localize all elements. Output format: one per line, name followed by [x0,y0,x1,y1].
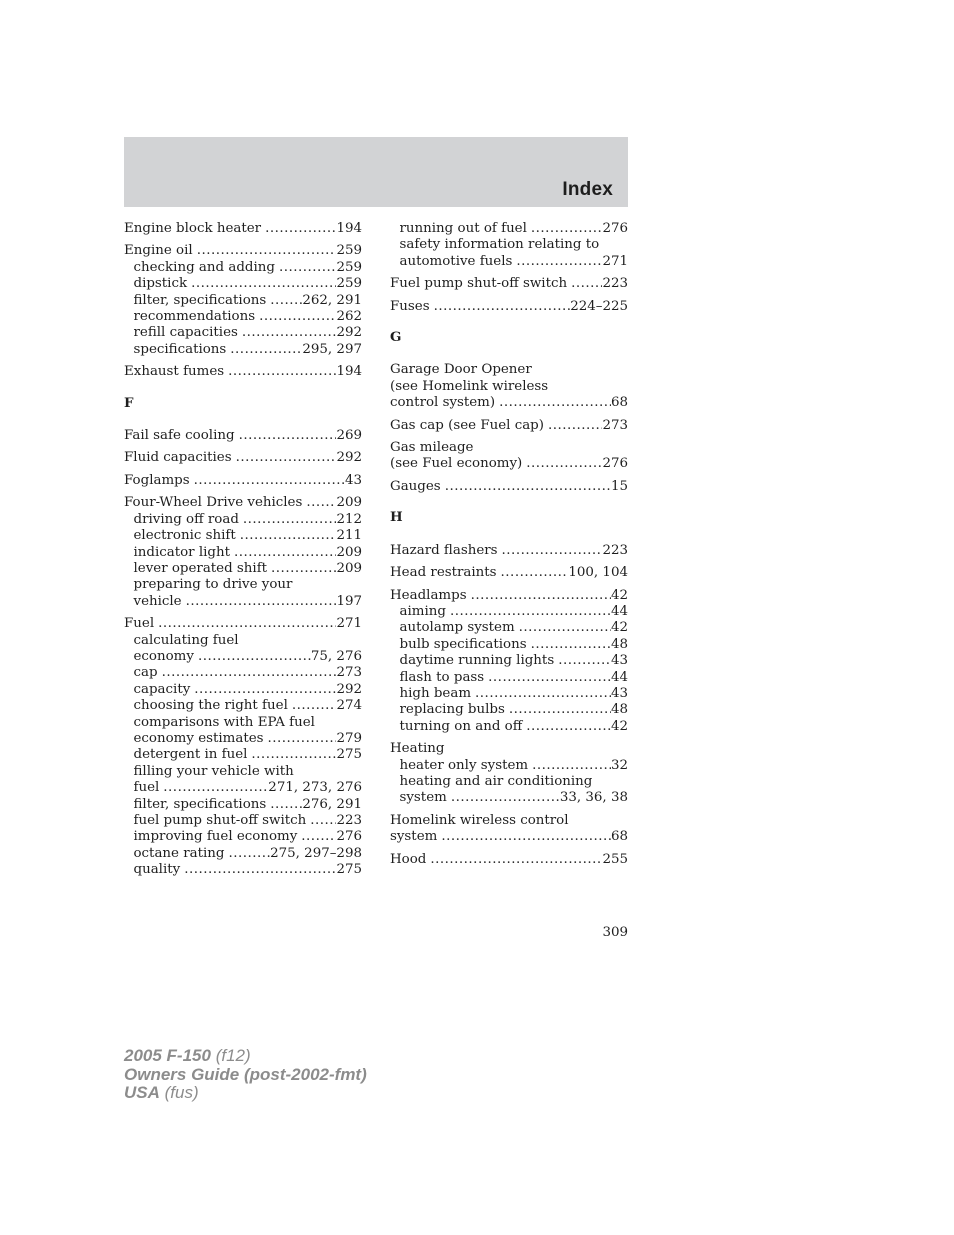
entry-page-ref: 42 [610,718,628,734]
index-entry-line [390,852,628,868]
entry-term: capacity [133,681,191,697]
index-subentry-line [124,528,362,544]
entry-term: Engine oil [124,243,193,259]
dot-leader [194,649,311,665]
dot-leader [567,276,602,292]
entry-term: Hazard flashers [390,542,498,558]
section-letter: G [390,329,402,346]
dot-leader [437,829,611,845]
dot-leader [522,456,602,472]
dot-leader [467,588,611,604]
index-subentry-line [390,620,628,636]
entry-term: electronic shift [133,528,236,544]
entry-term: Four-Wheel Drive vehicles [124,495,303,511]
index-subentry-line [124,649,362,665]
dot-leader [527,221,603,237]
entry-page-ref: 42 [610,587,628,603]
dot-leader [515,620,611,636]
footer-market: USA [124,1083,160,1102]
entry-term: indicator light [133,544,230,560]
dot-leader [154,616,336,632]
entry-term: autolamp system [399,620,515,636]
entry-term: control system) [390,395,496,411]
entry-term: preparing to drive your [133,577,293,593]
index-entry-line [124,364,362,380]
dot-leader [232,450,337,466]
entry-page-ref: 43 [610,653,628,669]
dot-leader [306,813,336,829]
index-entry [124,495,362,610]
entry-page-ref: 197 [336,593,362,609]
index-subentry-line [124,846,362,862]
dot-leader [522,719,611,735]
entry-page-ref: 269 [336,428,362,444]
index-entry [124,364,362,380]
entry-page-ref: 275, 297–298 [270,845,362,861]
index-entry [124,243,362,358]
index-subentry-line [124,512,362,528]
index-subentry-line [390,254,628,270]
dot-leader [441,479,611,495]
entry-term: Head restraints [390,565,497,581]
entry-term: Exhaust fumes [124,364,225,380]
entry-term: automotive fuels [399,253,513,269]
entry-page-ref: 275 [336,862,362,878]
entry-term: specifications [133,341,227,357]
index-entry-line [390,299,628,315]
dot-leader [297,829,336,845]
index-subentry-line [390,604,628,620]
index-entry-line [390,543,628,559]
entry-page-ref: 292 [336,450,362,466]
dot-leader [264,731,337,747]
entry-term: filter, specifications [133,796,267,812]
entry-term: improving fuel economy [133,829,298,845]
index-entry-line [390,456,628,472]
entry-term: high beam [399,685,472,701]
dot-leader [230,545,336,561]
entry-term: safety information relating to [399,237,600,253]
dot-leader [255,309,336,325]
entry-page-ref: 223 [602,542,628,558]
dot-leader [182,594,337,610]
index-entry [390,440,628,473]
entry-page-ref: 75, 276 [310,648,362,664]
dot-leader [528,758,611,774]
index-entry-line [124,450,362,466]
index-subentry-line [124,829,362,845]
entry-term: (see Homelink wireless [390,378,549,394]
index-entry-line [390,379,628,395]
index-entry-line [124,428,362,444]
entry-page-ref: 68 [610,395,628,411]
entry-term: Foglamps [124,472,190,488]
entry-term: system [390,829,438,845]
dot-leader [239,512,337,528]
index-subentry-line [390,637,628,653]
entry-term: Engine block heater [124,221,262,236]
index-entry-line [390,829,628,845]
entry-page-ref: 262 [336,309,362,325]
entry-page-ref: 42 [610,620,628,636]
entry-page-ref: 209 [336,495,362,511]
index-entry-line [124,495,362,511]
entry-page-ref: 259 [336,276,362,292]
dot-leader [446,604,611,620]
entry-page-ref: 194 [336,221,362,236]
entry-term: quality [133,862,181,878]
header-band [124,137,628,207]
index-subentry-line [390,758,628,774]
entry-page-ref: 276 [336,829,362,845]
section-letter: H [390,509,403,526]
index-subentry-line [124,309,362,325]
index-column-left [124,221,362,885]
index-subentry-line [124,594,362,610]
entry-term: (see Fuel economy) [390,456,523,472]
footer-line-2 [124,1066,367,1085]
entry-page-ref: 223 [602,276,628,292]
entry-term: turning on and off [399,718,523,734]
entry-term: Heating [390,741,445,757]
entry-term: replacing bulbs [399,702,505,718]
index-subentry-line [124,260,362,276]
entry-term: calculating fuel [133,632,239,648]
entry-page-ref: 224–225 [570,298,628,314]
page-title: Index [562,179,613,200]
index-entry-line [124,221,362,237]
entry-page-ref: 212 [336,511,362,527]
entry-page-ref: 43 [344,472,362,488]
index-subentry-line [124,731,362,747]
footer-market-code: (fus) [164,1083,199,1102]
document-footer [124,1047,367,1103]
entry-page-ref: 255 [602,851,628,867]
dot-leader [495,395,611,411]
index-entry [390,479,628,495]
index-subentry-line [124,780,362,796]
entry-page-ref: 44 [610,669,628,685]
dot-leader [498,543,603,559]
entry-page-ref: 279 [336,730,362,746]
dot-leader [190,473,345,489]
index-subentry-line [390,237,628,253]
dot-leader [505,702,611,718]
entry-term: lever operated shift [133,560,268,576]
entry-term: Homelink wireless control [390,812,569,828]
entry-page-ref: 292 [336,681,362,697]
index-entry-line [390,565,628,581]
entry-page-ref: 48 [610,702,628,718]
entry-page-ref: 259 [336,243,362,259]
entry-page-ref: 32 [610,757,628,773]
entry-page-ref: 271 [336,616,362,632]
footer-guide: Owners Guide (post-2002-fmt) [124,1064,367,1084]
index-entry [124,428,362,444]
index-entry [390,362,628,411]
entry-term: dipstick [133,276,188,292]
entry-term: Headlamps [390,587,467,603]
entry-page-ref: 209 [336,544,362,560]
index-subentry-line [124,862,362,878]
index-subentry-line [124,665,362,681]
entry-term: aiming [399,603,446,619]
dot-leader [224,846,270,862]
entry-page-ref: 273 [602,417,628,433]
entry-page-ref: 43 [610,685,628,701]
index-subentry-line [390,221,628,237]
index-subentry-line [124,682,362,698]
index-entry [390,543,628,559]
entry-term: running out of fuel [399,221,527,236]
index-entry-line [390,418,628,434]
index-subentry-line [124,747,362,763]
dot-leader [512,254,602,270]
dot-leader [266,293,302,309]
entry-term: heating and air conditioning [399,773,593,789]
index-entry [390,588,628,736]
entry-term: vehicle [133,593,182,609]
entry-term: Garage Door Opener [390,362,532,378]
entry-term: economy estimates [133,730,264,746]
dot-leader [159,780,268,796]
index-entry [390,418,628,434]
entry-page-ref: 44 [610,603,628,619]
dot-leader [180,862,336,878]
index-entry-line [390,741,628,757]
entry-page-ref: 33, 36, 38 [559,790,628,806]
index-entry [390,852,628,868]
index-subentry-line [124,633,362,649]
index-subentry-line [124,342,362,358]
entry-term: filling your vehicle with [133,763,294,779]
entry-page-ref: 274 [336,698,362,714]
entry-term: Fail safe cooling [124,428,235,444]
entry-page-ref: 295, 297 [302,341,362,357]
footer-model: 2005 F-150 [124,1046,211,1065]
dot-leader [187,276,336,292]
entry-term: Fuel pump shut-off switch [390,276,568,292]
index-column-right [390,221,628,874]
index-entry [124,221,362,237]
entry-term: checking and adding [133,259,275,275]
index-entry-line [124,473,362,489]
entry-term: cap [133,665,158,681]
entry-term: flash to pass [399,669,485,685]
dot-leader [426,852,602,868]
entry-term: Hood [390,851,427,867]
entry-page-ref: 276 [602,456,628,472]
index-entry-line [390,588,628,604]
index-subentry-line [390,719,628,735]
index-entry-line [390,479,628,495]
dot-leader [266,797,302,813]
entry-term: Gas cap (see Fuel cap) [390,417,544,433]
footer-model-code: (f12) [215,1046,251,1065]
index-subentry-line [124,293,362,309]
dot-leader [430,299,571,315]
footer-line-1 [124,1047,367,1066]
dot-leader [193,243,337,259]
index-subentry-line [124,698,362,714]
dot-leader [247,747,336,763]
dot-leader [261,221,336,237]
entry-term: fuel pump shut-off switch [133,813,307,828]
dot-leader [484,670,611,686]
entry-term: refill capacities [133,325,238,341]
entry-page-ref: 48 [610,636,628,652]
section-letter: F [124,394,134,411]
index-subentry-line [124,764,362,780]
index-subentry-line [124,813,362,829]
dot-leader [190,682,336,698]
entry-term: choosing the right fuel [133,698,288,714]
entry-term: daytime running lights [399,653,555,669]
entry-page-ref: 100, 104 [568,565,628,581]
entry-term: octane rating [133,845,225,861]
entry-page-ref: 275 [336,747,362,763]
dot-leader [471,686,611,702]
index-entry [390,565,628,581]
index-entry-line [390,395,628,411]
index-subentry-line [124,561,362,577]
entry-term: comparisons with EPA fuel [133,714,315,730]
dot-leader [527,637,611,653]
entry-page-ref: 262, 291 [302,292,362,308]
index-subentry-line [390,774,628,790]
entry-page-ref: 211 [336,528,362,544]
entry-page-ref: 209 [336,560,362,576]
entry-term: filter, specifications [133,292,267,308]
index-entry-line [390,813,628,829]
dot-leader [544,418,602,434]
footer-line-3 [124,1084,367,1103]
index-entry [124,450,362,466]
entry-term: heater only system [399,757,529,773]
entry-term: bulb specifications [399,636,527,652]
entry-term: Gauges [390,478,441,494]
dot-leader [497,565,569,581]
index-subentry-line [390,686,628,702]
page-number: 309 [602,925,628,940]
index-subentry-line [124,797,362,813]
entry-page-ref: 292 [336,325,362,341]
entry-page-ref: 68 [610,829,628,845]
index-subentry-line [390,653,628,669]
entry-page-ref: 259 [336,259,362,275]
index-entry-line [390,440,628,456]
dot-leader [267,561,336,577]
dot-leader [275,260,336,276]
entry-page-ref: 276 [602,221,628,236]
entry-term: Fuel [124,616,155,632]
entry-page-ref: 223 [336,813,362,828]
dot-leader [288,698,337,714]
entry-term: economy [133,648,194,664]
entry-page-ref: 271, 273, 276 [268,780,362,796]
index-entry [390,741,628,807]
index-entry-line [124,616,362,632]
index-subentry-line [390,670,628,686]
dot-leader [554,653,611,669]
entry-term: driving off road [133,511,239,527]
dot-leader [235,428,337,444]
entry-term: fuel [133,780,160,796]
index-subentry-line [124,276,362,292]
dot-leader [302,495,336,511]
index-entry-line [390,276,628,292]
index-subentry-line [124,577,362,593]
index-entry-line [390,362,628,378]
entry-term: recommendations [133,309,256,325]
entry-term: Fuses [390,298,430,314]
dot-leader [447,790,560,806]
entry-page-ref: 276, 291 [302,796,362,812]
entry-page-ref: 273 [336,665,362,681]
dot-leader [158,665,337,681]
index-entry [124,616,362,879]
dot-leader [238,325,337,341]
entry-term: Fluid capacities [124,450,232,466]
index-entry [390,813,628,846]
dot-leader [236,528,337,544]
index-entry-line [124,243,362,259]
index-entry [390,221,628,270]
entry-term: detergent in fuel [133,747,248,763]
entry-page-ref: 194 [336,364,362,380]
entry-page-ref: 271 [602,253,628,269]
entry-page-ref: 15 [610,478,628,494]
index-subentry-line [124,325,362,341]
index-subentry-line [124,715,362,731]
entry-term: system [399,790,447,806]
index-subentry-line [124,545,362,561]
dot-leader [224,364,336,380]
index-subentry-line [390,702,628,718]
entry-term: Gas mileage [390,440,474,456]
index-entry [390,276,628,292]
index-entry [124,473,362,489]
index-subentry-line [390,790,628,806]
dot-leader [226,342,302,358]
index-entry [390,299,628,315]
